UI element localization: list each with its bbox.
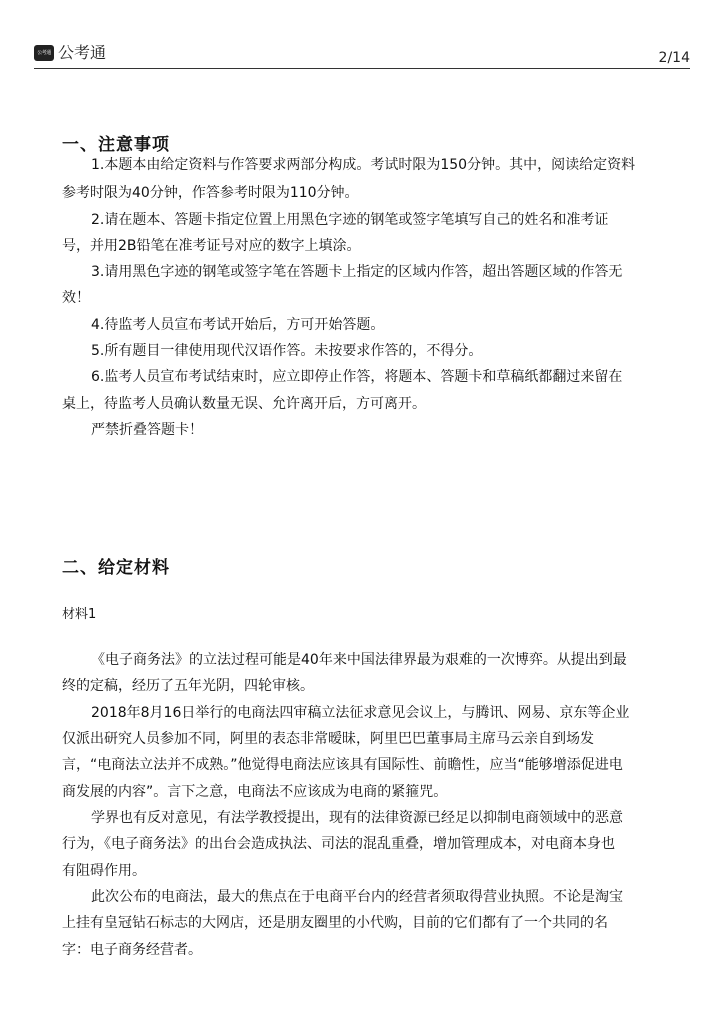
notes-line: 号，并用2B铅笔在准考证号对应的数字上填涂。 (62, 238, 361, 254)
notes-line: 1.本题本由给定资料与作答要求两部分构成。考试时限为150分钟。其中，阅读给定资料 (91, 157, 636, 173)
material-line: 终的定稿，经历了五年光阴，四轮审核。 (62, 678, 314, 694)
material-line: 行为，《电子商务法》的出台会造成执法、司法的混乱重叠，增加管理成本，对电商本身也 (62, 836, 615, 852)
page-header (34, 44, 690, 69)
notes-line: 2.请在题本、答题卡指定位置上用黑色字迹的钢笔或签字笔填写自己的姓名和准考证 (91, 212, 609, 228)
logo-text: 公考通 (58, 43, 107, 62)
material-line: 上挂有皇冠钻石标志的大网店，还是朋友圈里的小代购，目前的它们都有了一个共同的名 (62, 915, 608, 931)
material-line: 此次公布的电商法，最大的焦点在于电商平台内的经营者须取得营业执照。不论是淘宝 (91, 889, 623, 905)
material-label: 材料1 (62, 607, 97, 622)
material-line: 商发展的内容”。言下之意，电商法不应该成为电商的紧箍咒。 (62, 784, 448, 800)
notes-line: 桌上，待监考人员确认数量无误、允许离开后，方可离开。 (62, 396, 426, 412)
material-line: 《电子商务法》的立法过程可能是40年来中国法律界最为艰难的一次博弈。从提出到最 (91, 652, 627, 668)
notes-warning: 严禁折叠答题卡！ (91, 422, 203, 438)
notes-line: 5.所有题目一律使用现代汉语作答。未按要求作答的，不得分。 (91, 343, 483, 359)
material-line: 言，“电商法立法并不成熟。”他觉得电商法应该具有国际性、前瞻性，应当“能够增添促进电 (62, 757, 623, 773)
notes-line: 3.请用黑色字迹的钢笔或签字笔在答题卡上指定的区域内作答，超出答题区域的作答无 (91, 264, 623, 280)
material-line: 2018年8月16日举行的电商法四审稿立法征求意见会议上，与腾讯、网易、京东等企业 (91, 705, 630, 721)
page-number: 2/14 (658, 50, 690, 66)
section-title-notes: 一、注意事项 (62, 135, 170, 155)
notes-line: 4.待监考人员宣布考试开始后，方可开始答题。 (91, 317, 385, 333)
material-line: 学界也有反对意见，有法学教授提出，现有的法律资源已经足以抑制电商领域中的恶意 (91, 810, 623, 826)
logo-mark-icon: 公考通 (34, 45, 54, 61)
material-line: 字：电子商务经营者。 (62, 942, 202, 958)
notes-line: 6.监考人员宣布考试结束时，应立即停止作答，将题本、答题卡和草稿纸都翻过来留在 (91, 369, 623, 385)
material-line: 有阻碍作用。 (62, 863, 146, 879)
section-title-materials: 二、给定材料 (62, 558, 170, 578)
notes-line: 效！ (62, 290, 90, 306)
material-line: 仅派出研究人员参加不同，阿里的表态非常暧昧，阿里巴巴董事局主席马云亲自到场发 (62, 731, 594, 747)
notes-line: 参考时限为40分钟，作答参考时限为110分钟。 (62, 185, 359, 201)
logo (34, 44, 106, 62)
